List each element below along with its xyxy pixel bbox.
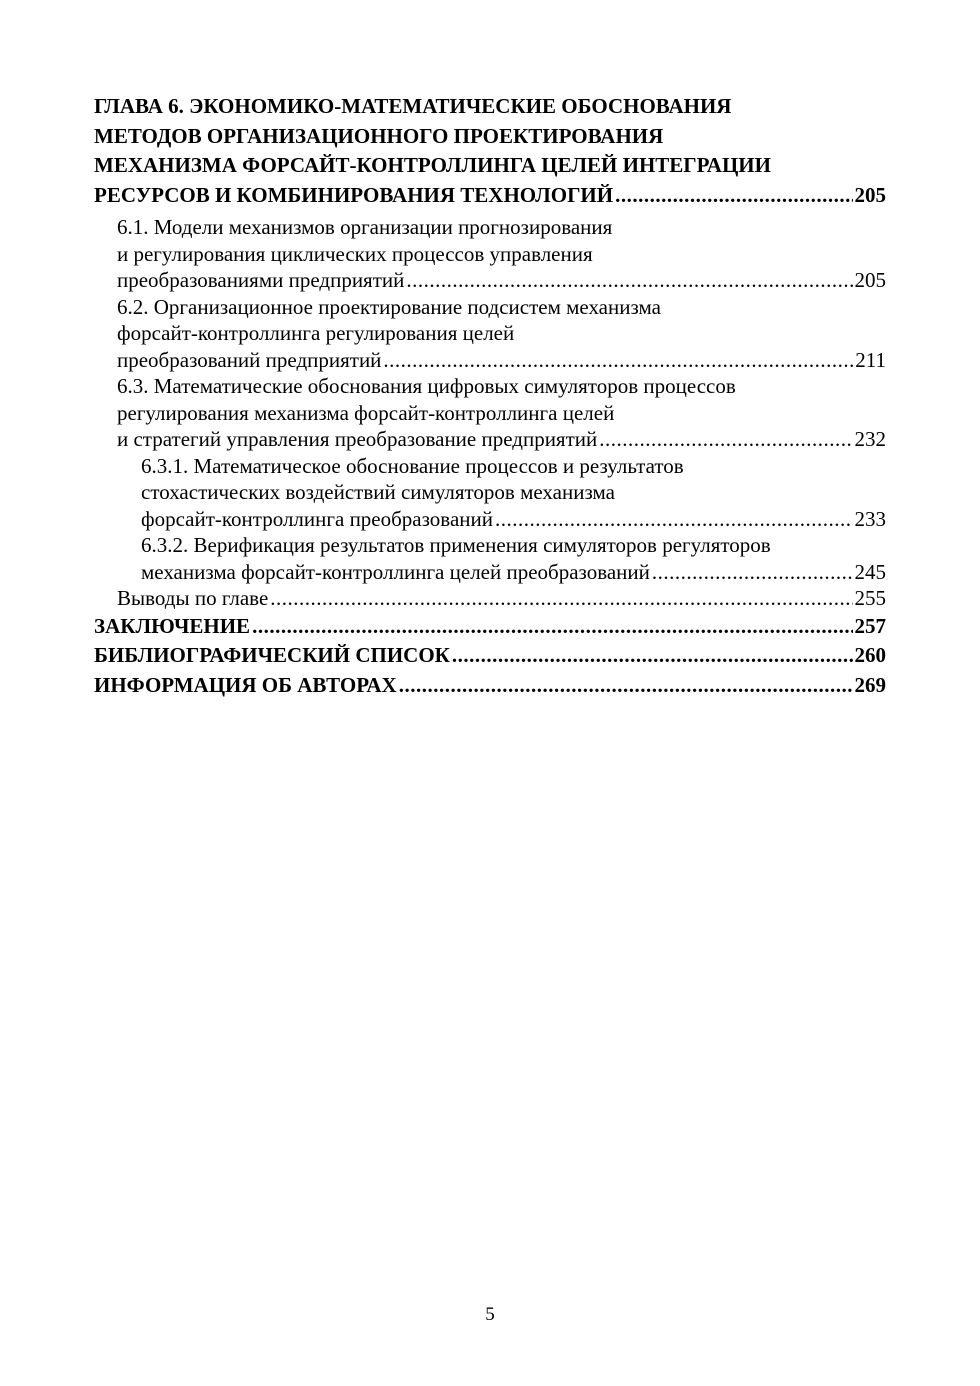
toc-entry-last-line — [141, 506, 886, 533]
dot-leader — [615, 181, 852, 211]
toc-page-number: 233 — [854, 506, 886, 531]
toc-entry-last-line — [94, 181, 886, 211]
toc-entry-section-6-1[interactable] — [94, 214, 886, 294]
dot-leader — [652, 559, 853, 586]
toc-entry-section-6-3-2[interactable] — [94, 532, 886, 585]
toc-entry-text-line: стохастических воздействий симуляторов механизма — [141, 480, 615, 504]
dot-leader — [452, 641, 853, 671]
toc-entry-text-line: регулирования механизма форсайт-контроллинга целей — [117, 400, 615, 425]
toc-entry-section-6-3[interactable] — [94, 373, 886, 453]
toc-entry-bibliography[interactable] — [94, 641, 886, 671]
toc-entry-text-line: Выводы по главе — [117, 586, 269, 610]
toc-entry-section-6-3-1[interactable] — [94, 453, 886, 533]
toc-entry-last-line — [117, 585, 886, 612]
toc-entry-text-line: МЕТОДОВ ОРГАНИЗАЦИОННОГО ПРОЕКТИРОВАНИЯ — [94, 123, 664, 148]
toc-entry-text-line: и стратегий управления преобразование предприятий — [117, 427, 598, 451]
toc-entry-last-line — [141, 559, 886, 586]
toc-entry-text-line: преобразований предприятий — [117, 347, 382, 372]
toc-entry-last-line — [117, 267, 886, 294]
page-number: 5 — [485, 1304, 495, 1325]
toc-entry-last-line — [94, 671, 886, 701]
toc-page-number: 232 — [854, 427, 886, 451]
toc-entry-chapter-6[interactable] — [94, 92, 886, 210]
toc-entry-last-line — [94, 641, 886, 671]
toc-entry-text-line: 6.3.2. Верификация результатов применения симуляторов регуляторов — [141, 533, 771, 557]
toc-entry-authors[interactable] — [94, 671, 886, 701]
toc-entry-section-6-2[interactable] — [94, 294, 886, 374]
toc-entry-text-line: 6.1. Модели механизмов организации прогнозирования — [117, 215, 613, 239]
toc-entry-text-line: форсайт-контроллинга преобразований — [141, 506, 493, 531]
toc-entry-last-line — [117, 347, 886, 374]
toc-page-number: 211 — [855, 347, 886, 372]
toc-page-number: 269 — [854, 672, 886, 697]
toc-entry-text-line: БИБЛИОГРАФИЧЕСКИЙ СПИСОК — [94, 643, 450, 667]
toc-entry-text-line: ГЛАВА 6. ЭКОНОМИКО-МАТЕМАТИЧЕСКИЕ ОБОСНОВАНИЯ — [94, 94, 732, 118]
toc-page-number: 245 — [854, 559, 886, 584]
toc-page-number: 255 — [854, 586, 886, 610]
toc-page-number: 260 — [854, 643, 886, 667]
dot-leader — [406, 267, 852, 294]
toc-entry-text-line: МЕХАНИЗМА ФОРСАЙТ-КОНТРОЛЛИНГА ЦЕЛЕЙ ИНТЕГРАЦИИ — [94, 153, 771, 177]
toc-entry-text-line: ЗАКЛЮЧЕНИЕ — [94, 613, 251, 638]
toc-entry-text-line: РЕСУРСОВ И КОМБИНИРОВАНИЯ ТЕХНОЛОГИЙ — [94, 182, 614, 207]
toc-entry-text-line: механизма форсайт-контроллинга целей преобразований — [141, 559, 650, 584]
table-of-contents — [94, 92, 886, 700]
dot-leader — [252, 612, 852, 642]
dot-leader — [495, 506, 853, 533]
toc-entry-chapter-conclusions[interactable] — [94, 585, 886, 612]
toc-entry-text-line: 6.3. Математические обоснования цифровых симуляторов процессов — [117, 374, 736, 398]
toc-entry-text-line: 6.3.1. Математическое обоснование процессов и результатов — [141, 453, 684, 478]
toc-entry-conclusion[interactable] — [94, 612, 886, 642]
toc-page-number: 257 — [854, 613, 886, 638]
toc-page-number: 205 — [854, 268, 886, 292]
toc-page-number: 205 — [854, 182, 886, 207]
toc-entry-text-line: 6.2. Организационное проектирование подсистем механизма — [117, 294, 661, 319]
dot-leader — [599, 426, 852, 453]
toc-entry-text-line: и регулирования циклических процессов управления — [117, 241, 593, 266]
toc-entry-text-line: форсайт-контроллинга регулирования целей — [117, 321, 515, 345]
toc-entry-last-line — [117, 426, 886, 453]
toc-entry-text-line: ИНФОРМАЦИЯ ОБ АВТОРАХ — [94, 672, 397, 697]
toc-entry-last-line — [94, 612, 886, 642]
dot-leader — [383, 347, 853, 374]
toc-entry-text-line: преобразованиями предприятий — [117, 268, 405, 292]
dot-leader — [399, 671, 853, 701]
dot-leader — [270, 585, 852, 612]
